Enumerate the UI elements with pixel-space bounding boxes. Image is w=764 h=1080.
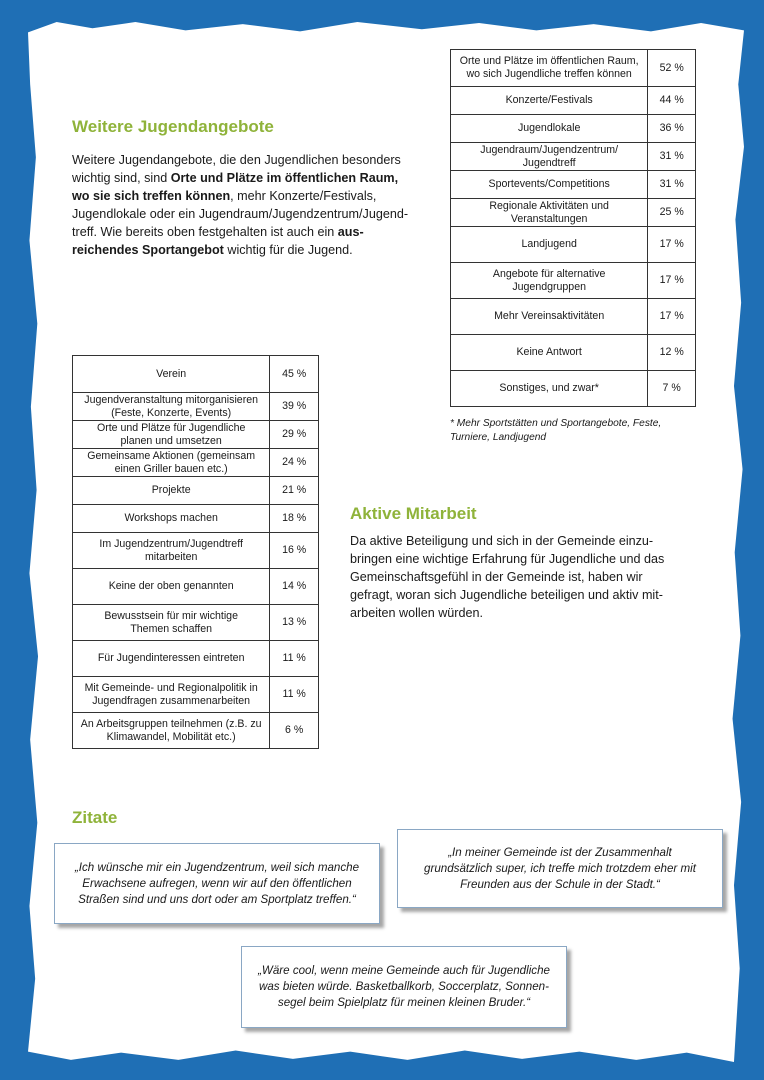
row-value: 7 % xyxy=(648,371,696,407)
quote-box-3 xyxy=(241,946,567,1028)
row-value: 31 % xyxy=(648,171,696,199)
row-label: Bewusstsein für mir wichtige Themen schaffen xyxy=(73,605,270,641)
text-line xyxy=(72,205,412,223)
row-value: 31 % xyxy=(648,143,696,171)
table-row xyxy=(73,356,319,393)
table-row xyxy=(73,477,319,505)
quote-box-2 xyxy=(397,829,723,908)
section-heading-zitate: Zitate xyxy=(72,808,118,827)
table-row xyxy=(451,371,696,407)
row-value: 18 % xyxy=(270,505,319,533)
row-label: Sonstiges, und zwar* xyxy=(451,371,648,407)
row-label: Keine Antwort xyxy=(451,335,648,371)
section-text-aktive-mitarbeit: Da aktive Beteiligung und sich in der Gemeinde einzu- bringen eine wichtige Erfahrung für Jugendliche und das Gemeinschaftsgefühl in der Gemeinde ist, haben wir gefragt, woran sich Jugendliche beteiligen und aktiv mit- arbeiten wollen würden. xyxy=(350,534,665,620)
table-row xyxy=(73,641,319,677)
section-heading-weitere-jugendangebote: Weitere Jugendangebote xyxy=(72,117,274,136)
row-label: Im Jugendzentrum/Jugendtreff mitarbeiten xyxy=(73,533,270,569)
text-line xyxy=(72,151,412,169)
row-label: Keine der oben genannten xyxy=(73,569,270,605)
table-row xyxy=(451,143,696,171)
row-value: 39 % xyxy=(270,393,319,421)
quote-box-1 xyxy=(54,843,380,924)
table-jugendangebote xyxy=(450,49,696,407)
row-value: 16 % xyxy=(270,533,319,569)
row-label: Gemeinsame Aktionen (gemeinsam einen Griller bauen etc.) xyxy=(73,449,270,477)
row-value: 17 % xyxy=(648,263,696,299)
text-run: wichtig sind, sind xyxy=(72,171,171,185)
row-label: Jugendveranstaltung mitorganisieren (Feste, Konzerte, Events) xyxy=(73,393,270,421)
table-row xyxy=(451,299,696,335)
row-label: Konzerte/Festivals xyxy=(451,87,648,115)
text-run: treff. Wie bereits oben festgehalten ist auch ein xyxy=(72,225,338,239)
row-value: 45 % xyxy=(270,356,319,393)
table-row xyxy=(451,335,696,371)
table-row xyxy=(73,393,319,421)
table-row xyxy=(451,171,696,199)
row-value: 12 % xyxy=(648,335,696,371)
text-line xyxy=(72,169,412,187)
row-value: 11 % xyxy=(270,641,319,677)
text-run: Weitere Jugendangebote, die den Jugendlichen besonders xyxy=(72,153,401,167)
section-heading-aktive-mitarbeit: Aktive Mitarbeit xyxy=(350,504,477,523)
row-label: Sportevents/Competitions xyxy=(451,171,648,199)
table-footnote: * Mehr Sportstätten und Sportangebote, Feste, Turniere, Landjugend xyxy=(450,418,662,443)
row-value: 11 % xyxy=(270,677,319,713)
table-row xyxy=(73,533,319,569)
row-label: Jugendlokale xyxy=(451,115,648,143)
text-line xyxy=(72,241,412,259)
bold-text: wo sie sich treffen können xyxy=(72,189,231,203)
text-run: Jugendlokale oder ein Jugendraum/Jugendzentrum/Jugend- xyxy=(72,207,409,221)
row-value: 24 % xyxy=(270,449,319,477)
row-value: 21 % xyxy=(270,477,319,505)
table-row xyxy=(73,421,319,449)
table-row xyxy=(73,505,319,533)
table-row xyxy=(451,227,696,263)
section-text-weitere-jugendangebote xyxy=(72,151,412,259)
table-row xyxy=(73,677,319,713)
table-row xyxy=(73,713,319,749)
row-label: Angebote für alternative Jugendgruppen xyxy=(451,263,648,299)
row-value: 13 % xyxy=(270,605,319,641)
quote-text: „Ich wünsche mir ein Jugendzentrum, weil sich manche Erwachsene aufregen, wenn wir auf den öffentlichen Straßen sind und uns dort oder am Sportplatz treffen.“ xyxy=(74,860,360,906)
table-row xyxy=(451,50,696,87)
row-label: Orte und Plätze für Jugendliche planen und umsetzen xyxy=(73,421,270,449)
row-label: Verein xyxy=(73,356,270,393)
row-label: Landjugend xyxy=(451,227,648,263)
text-line xyxy=(72,223,412,241)
row-value: 25 % xyxy=(648,199,696,227)
bold-text: Orte und Plätze im öffentlichen Raum, xyxy=(170,171,399,185)
row-value: 44 % xyxy=(648,87,696,115)
text-run: wichtig für die Jugend. xyxy=(223,243,353,257)
table-row xyxy=(451,87,696,115)
row-value: 29 % xyxy=(270,421,319,449)
row-label: Für Jugendinteressen eintreten xyxy=(73,641,270,677)
row-label: Orte und Plätze im öffentlichen Raum, wo sich Jugendliche treffen können xyxy=(451,50,648,87)
bold-text: reichendes Sportangebot xyxy=(72,243,224,257)
row-label: An Arbeitsgruppen teilnehmen (z.B. zu Klimawandel, Mobilität etc.) xyxy=(73,713,270,749)
quote-text: „In meiner Gemeinde ist der Zusammenhalt grundsätzlich super, ich treffe mich trotzdem eher mit Freunden aus der Schule in der Stadt.“ xyxy=(424,845,696,891)
row-label: Jugendraum/Jugendzentrum/ Jugendtreff xyxy=(451,143,648,171)
row-value: 17 % xyxy=(648,299,696,335)
quote-text: „Wäre cool, wenn meine Gemeinde auch für Jugendliche was bieten würde. Basketballkorb, Soccerplatz, Sonnen- segel beim Spielplatz für meinen kleinen Bruder.“ xyxy=(258,964,550,1009)
row-value: 14 % xyxy=(270,569,319,605)
row-label: Mehr Vereinsaktivitäten xyxy=(451,299,648,335)
table-mitarbeit xyxy=(72,355,319,749)
row-value: 52 % xyxy=(648,50,696,87)
text-line xyxy=(72,187,412,205)
table-row xyxy=(451,199,696,227)
row-value: 17 % xyxy=(648,227,696,263)
bold-text: aus- xyxy=(337,225,364,239)
row-label: Projekte xyxy=(73,477,270,505)
text-run: , mehr Konzerte/Festivals, xyxy=(230,189,377,203)
table-row xyxy=(73,605,319,641)
table-row xyxy=(73,449,319,477)
table-row xyxy=(451,115,696,143)
row-value: 6 % xyxy=(270,713,319,749)
row-label: Workshops machen xyxy=(73,505,270,533)
row-label: Regionale Aktivitäten und Veranstaltungen xyxy=(451,199,648,227)
table-row xyxy=(73,569,319,605)
row-value: 36 % xyxy=(648,115,696,143)
row-label: Mit Gemeinde- und Regionalpolitik in Jugendfragen zusammenarbeiten xyxy=(73,677,270,713)
table-row xyxy=(451,263,696,299)
